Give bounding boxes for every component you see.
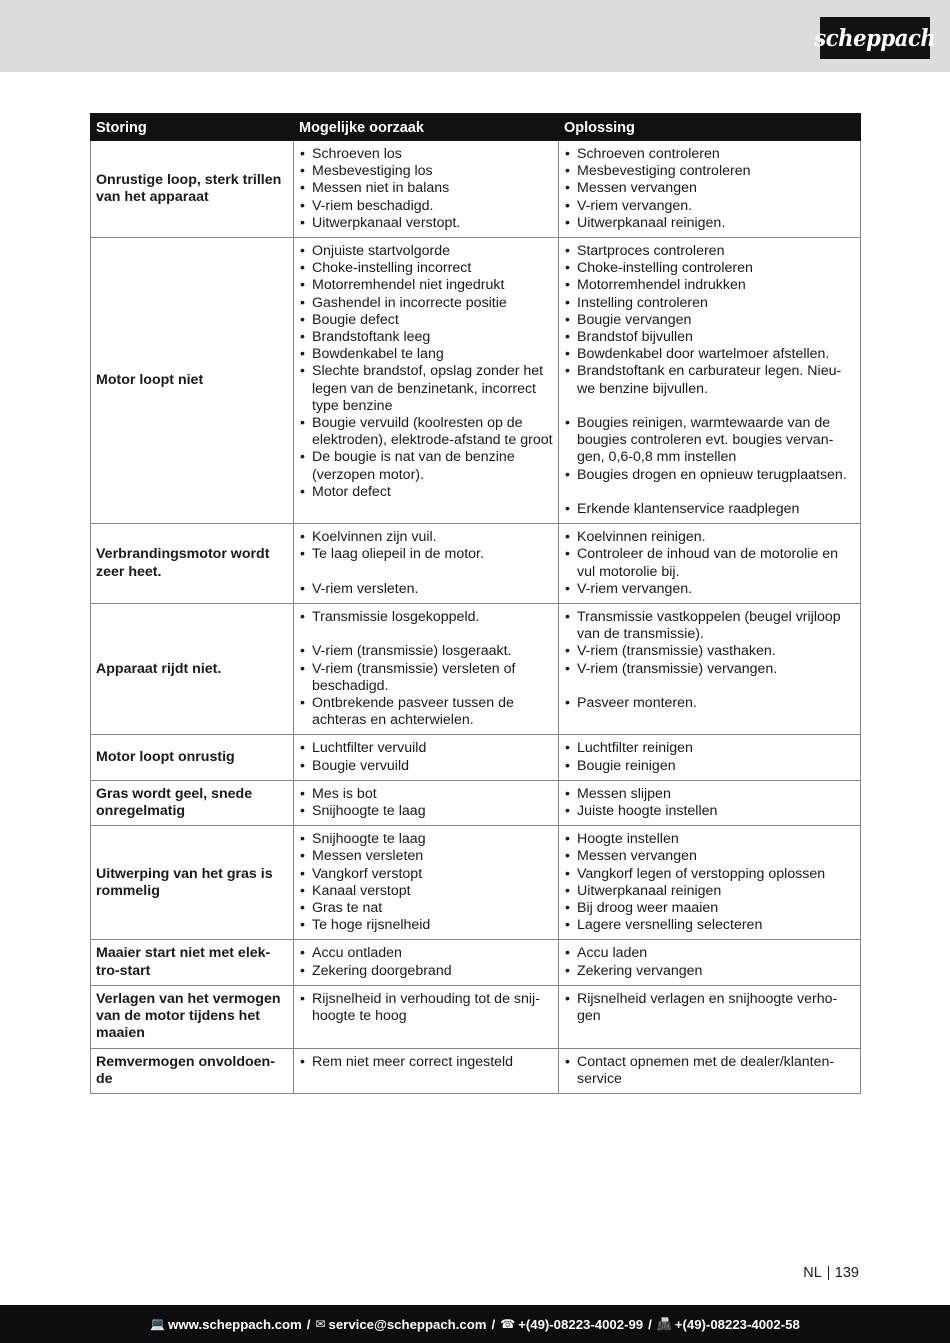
cause-item: • Transmissie losgekoppeld. — [299, 609, 554, 626]
cause-item: • Motor defect — [299, 484, 554, 501]
solution-item: • V-riem (transmissie) vervangen. — [564, 661, 856, 678]
solution-cell — [559, 604, 861, 735]
solution-list — [564, 786, 856, 820]
solution-item: • Bij droog weer maaien — [564, 900, 856, 917]
computer-icon: 💻 — [150, 1317, 166, 1331]
fault-cell: Verbrandingsmotor wordt zeer heet. — [91, 524, 294, 604]
table-body — [91, 141, 861, 1094]
cause-list — [299, 945, 554, 979]
cause-cell — [294, 985, 559, 1048]
solution-item: • Instelling controleren — [564, 295, 856, 312]
list-spacer — [299, 564, 554, 581]
cause-item: • Bougie vervuild (koolresten op de elektroden), elektrode-afstand te groot — [299, 415, 554, 449]
cause-list — [299, 786, 554, 820]
solution-list — [564, 831, 856, 934]
cause-list — [299, 991, 554, 1025]
list-spacer — [564, 398, 856, 415]
solution-item: • Lagere versnelling selecteren — [564, 917, 856, 934]
cause-item: • De bougie is nat van de benzine (verzopen motor). — [299, 449, 554, 483]
fax-icon: 📠 — [656, 1317, 672, 1331]
solution-item: • Vangkorf legen of verstopping oplossen — [564, 866, 856, 883]
solution-list — [564, 529, 856, 598]
scheppach-logo — [814, 17, 936, 59]
cause-item: • Zekering doorgebrand — [299, 963, 554, 980]
cause-list — [299, 740, 554, 774]
fault-cell: Motor loopt niet — [91, 238, 294, 524]
footer-separator: / — [648, 1316, 652, 1332]
solution-cell — [559, 826, 861, 940]
cause-list — [299, 529, 554, 598]
header-oplossing: Oplossing — [559, 114, 861, 141]
table-row — [91, 985, 861, 1048]
table-row — [91, 1048, 861, 1093]
cause-list — [299, 1054, 554, 1071]
troubleshooting-table — [90, 113, 861, 1094]
solution-item: • Luchtfilter reinigen — [564, 740, 856, 757]
cause-item: • Messen niet in balans — [299, 180, 554, 197]
table-row — [91, 780, 861, 825]
solution-item: • Mesbevestiging controleren — [564, 163, 856, 180]
cause-list — [299, 831, 554, 934]
cause-item: • Te hoge rijsnelheid — [299, 917, 554, 934]
solution-item: • Uitwerpkanaal reinigen. — [564, 215, 856, 232]
table-row — [91, 940, 861, 985]
page-language: NL — [803, 1265, 822, 1281]
cause-item: • Snijhoogte te laag — [299, 831, 554, 848]
solution-item: • Bowdenkabel door wartelmoer afstellen. — [564, 346, 856, 363]
solution-list — [564, 609, 856, 712]
footer-separator: / — [306, 1316, 311, 1332]
cause-item: • Mes is bot — [299, 786, 554, 803]
table-row — [91, 826, 861, 940]
solution-list — [564, 243, 856, 518]
table-row — [91, 524, 861, 604]
envelope-icon: ✉ — [315, 1317, 326, 1331]
solution-item: • Messen vervangen — [564, 180, 856, 197]
solution-item: • V-riem vervangen. — [564, 198, 856, 215]
cause-item: • V-riem beschadigd. — [299, 198, 554, 215]
cause-list — [299, 146, 554, 232]
cause-cell — [294, 735, 559, 780]
cause-cell — [294, 604, 559, 735]
footer-separator: / — [491, 1316, 496, 1332]
cause-item: • Snijhoogte te laag — [299, 803, 554, 820]
cause-item: • Rem niet meer correct ingesteld — [299, 1054, 554, 1071]
solution-item: • Brandstoftank en carburateur legen. Nieu-we benzine bijvullen. — [564, 363, 856, 397]
header-storing: Storing — [91, 114, 294, 141]
solution-cell — [559, 780, 861, 825]
cause-cell — [294, 524, 559, 604]
cause-cell — [294, 940, 559, 985]
table-row — [91, 735, 861, 780]
cause-cell — [294, 141, 559, 238]
solution-item: • Startproces controleren — [564, 243, 856, 260]
cause-list — [299, 243, 554, 501]
cause-list — [299, 609, 554, 729]
footer-email[interactable]: service@scheppach.com — [328, 1316, 487, 1332]
solution-list — [564, 146, 856, 232]
solution-item: • Hoogte instellen — [564, 831, 856, 848]
solution-list — [564, 740, 856, 774]
solution-item: • Contact opnemen met de dealer/klanten-service — [564, 1054, 856, 1088]
solution-item: • Bougie vervangen — [564, 312, 856, 329]
solution-item: • Choke-instelling controleren — [564, 260, 856, 277]
fault-cell: Motor loopt onrustig — [91, 735, 294, 780]
footer-phone: +(49)-08223-4002-99 — [518, 1316, 644, 1332]
solution-item: • V-riem vervangen. — [564, 581, 856, 598]
solution-item: • Erkende klantenservice raadplegen — [564, 501, 856, 518]
cause-item: • Slechte brandstof, opslag zonder het legen van de benzinetank, incorrect type benzine — [299, 363, 554, 415]
solution-item: • Motorremhendel indrukken — [564, 277, 856, 294]
solution-item: • Juiste hoogte instellen — [564, 803, 856, 820]
fault-cell: Remvermogen onvoldoen-de — [91, 1048, 294, 1093]
solution-item: • Uitwerpkanaal reinigen — [564, 883, 856, 900]
solution-item: • Koelvinnen reinigen. — [564, 529, 856, 546]
page-number-value: 139 — [834, 1265, 859, 1281]
fault-cell: Verlagen van het vermogen van de motor tijdens het maaien — [91, 985, 294, 1048]
solution-item: • Schroeven controleren — [564, 146, 856, 163]
solution-list — [564, 1054, 856, 1088]
cause-item: • Bougie defect — [299, 312, 554, 329]
solution-item: • Zekering vervangen — [564, 963, 856, 980]
cause-item: • Accu ontladen — [299, 945, 554, 962]
cause-item: • Kanaal verstopt — [299, 883, 554, 900]
cause-cell — [294, 1048, 559, 1093]
fault-cell: Maaier start niet met elek-tro-start — [91, 940, 294, 985]
cause-item: • Motorremhendel niet ingedrukt — [299, 277, 554, 294]
solution-item: • Bougies drogen en opnieuw terugplaatsen. — [564, 467, 856, 484]
table-header-row — [91, 114, 861, 141]
page-number-divider — [828, 1266, 829, 1280]
header-oorzaak: Mogelijke oorzaak — [294, 114, 559, 141]
cause-item: • Luchtfilter vervuild — [299, 740, 554, 757]
solution-cell — [559, 940, 861, 985]
cause-item: • V-riem versleten. — [299, 581, 554, 598]
cause-item: • Ontbrekende pasveer tussen de achteras en achterwielen. — [299, 695, 554, 729]
cause-item: • Schroeven los — [299, 146, 554, 163]
fault-cell: Onrustige loop, sterk trillen van het apparaat — [91, 141, 294, 238]
solution-item: • Brandstof bijvullen — [564, 329, 856, 346]
table-row — [91, 238, 861, 524]
cause-cell — [294, 780, 559, 825]
solution-item: • Bougie reinigen — [564, 758, 856, 775]
cause-item: • Choke-instelling incorrect — [299, 260, 554, 277]
solution-list — [564, 991, 856, 1025]
cause-item: • V-riem (transmissie) versleten of beschadigd. — [299, 661, 554, 695]
solution-cell — [559, 735, 861, 780]
cause-item: • Koelvinnen zijn vuil. — [299, 529, 554, 546]
solution-item: • Transmissie vastkoppelen (beugel vrijloop van de transmissie). — [564, 609, 856, 643]
solution-item: • Messen vervangen — [564, 848, 856, 865]
fault-cell: Gras wordt geel, snede onregelmatig — [91, 780, 294, 825]
cause-cell — [294, 238, 559, 524]
cause-item: • Gashendel in incorrecte positie — [299, 295, 554, 312]
cause-cell — [294, 826, 559, 940]
solution-item: • Pasveer monteren. — [564, 695, 856, 712]
page-number — [803, 1265, 859, 1281]
cause-item: • Gras te nat — [299, 900, 554, 917]
cause-item: • Brandstoftank leeg — [299, 329, 554, 346]
solution-item: • Bougies reinigen, warmtewaarde van de bougies controleren evt. bougies vervan-gen, 0,6-0,8 mm instellen — [564, 415, 856, 467]
cause-item: • V-riem (transmissie) losgeraakt. — [299, 643, 554, 660]
fault-cell: Uitwerping van het gras is rommelig — [91, 826, 294, 940]
telephone-icon: ☎ — [500, 1317, 516, 1331]
cause-item: • Bowdenkabel te lang — [299, 346, 554, 363]
cause-item: • Bougie vervuild — [299, 758, 554, 775]
solution-cell — [559, 985, 861, 1048]
solution-item: • Controleer de inhoud van de motorolie en vul motorolie bij. — [564, 546, 856, 580]
cause-item: • Te laag oliepeil in de motor. — [299, 546, 554, 563]
table-row — [91, 141, 861, 238]
list-spacer — [299, 626, 554, 643]
solution-list — [564, 945, 856, 979]
footer-fax: +(49)-08223-4002-58 — [674, 1316, 800, 1332]
cause-item: • Uitwerpkanaal verstopt. — [299, 215, 554, 232]
list-spacer — [564, 678, 856, 695]
solution-cell — [559, 141, 861, 238]
solution-item: • Accu laden — [564, 945, 856, 962]
solution-item: • Messen slijpen — [564, 786, 856, 803]
table-row — [91, 604, 861, 735]
cause-item: • Onjuiste startvolgorde — [299, 243, 554, 260]
footer-band — [0, 1305, 950, 1343]
cause-item: • Messen versleten — [299, 848, 554, 865]
logo-text: scheppach — [814, 24, 936, 52]
solution-cell — [559, 524, 861, 604]
cause-item: • Rijsnelheid in verhouding tot de snij-hoogte te hoog — [299, 991, 554, 1025]
solution-item: • Rijsnelheid verlagen en snijhoogte verho-gen — [564, 991, 856, 1025]
solution-item: • V-riem (transmissie) vasthaken. — [564, 643, 856, 660]
cause-item: • Mesbevestiging los — [299, 163, 554, 180]
cause-item: • Vangkorf verstopt — [299, 866, 554, 883]
solution-cell — [559, 238, 861, 524]
list-spacer — [564, 484, 856, 501]
header-band — [0, 0, 950, 72]
footer-website[interactable]: www.scheppach.com — [168, 1316, 302, 1332]
fault-cell: Apparaat rijdt niet. — [91, 604, 294, 735]
solution-cell — [559, 1048, 861, 1093]
